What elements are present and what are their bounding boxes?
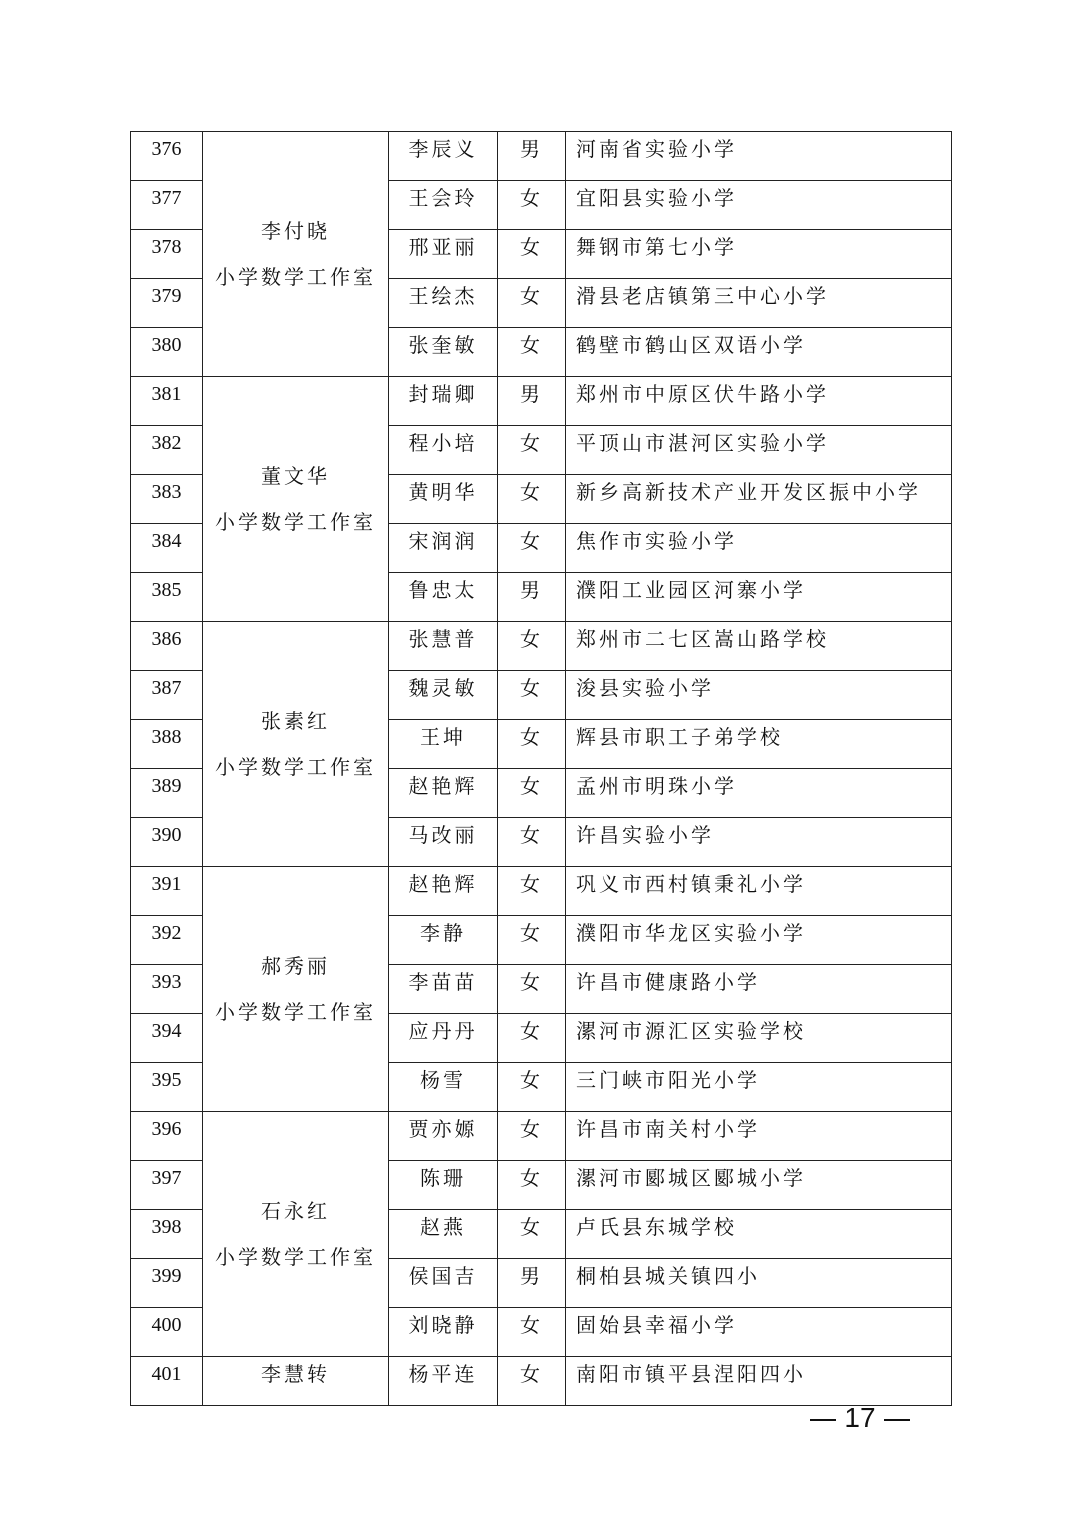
row-number-cell: 400 [131, 1308, 203, 1357]
studio-leader-name: 董文华 [261, 464, 330, 488]
school-cell: 三门峡市阳光小学 [566, 1063, 952, 1112]
school-cell: 焦作市实验小学 [566, 524, 952, 573]
row-number-cell: 391 [131, 867, 203, 916]
studio-cell [203, 1357, 389, 1406]
school-cell: 平顶山市湛河区实验小学 [566, 426, 952, 475]
studio-cell [203, 1112, 389, 1357]
member-name-cell: 马改丽 [389, 818, 498, 867]
row-number-cell: 378 [131, 230, 203, 279]
gender-cell: 女 [498, 769, 566, 818]
member-name-cell: 邢亚丽 [389, 230, 498, 279]
school-cell: 新乡高新技术产业开发区振中小学 [566, 475, 952, 524]
member-name-cell: 王坤 [389, 720, 498, 769]
gender-cell: 女 [498, 181, 566, 230]
gender-cell: 女 [498, 328, 566, 377]
school-cell: 郑州市二七区嵩山路学校 [566, 622, 952, 671]
gender-cell: 女 [498, 1357, 566, 1406]
school-cell: 郑州市中原区伏牛路小学 [566, 377, 952, 426]
studio-title: 小学数学工作室 [215, 1000, 376, 1024]
school-cell: 宜阳县实验小学 [566, 181, 952, 230]
gender-cell: 女 [498, 916, 566, 965]
row-number-cell: 379 [131, 279, 203, 328]
school-cell: 许昌市健康路小学 [566, 965, 952, 1014]
studio-cell [203, 622, 389, 867]
studio-title: 小学数学工作室 [215, 755, 376, 779]
gender-cell: 女 [498, 818, 566, 867]
member-name-cell: 宋润润 [389, 524, 498, 573]
school-cell: 辉县市职工子弟学校 [566, 720, 952, 769]
gender-cell: 男 [498, 1259, 566, 1308]
member-name-cell: 封瑞卿 [389, 377, 498, 426]
gender-cell: 男 [498, 377, 566, 426]
table-row [131, 1357, 952, 1406]
row-number-cell: 393 [131, 965, 203, 1014]
table-row [131, 132, 952, 181]
gender-cell: 女 [498, 230, 566, 279]
studio-cell [203, 867, 389, 1112]
school-cell: 巩义市西村镇秉礼小学 [566, 867, 952, 916]
gender-cell: 女 [498, 1112, 566, 1161]
row-number-cell: 383 [131, 475, 203, 524]
row-number-cell: 377 [131, 181, 203, 230]
member-name-cell: 侯国吉 [389, 1259, 498, 1308]
gender-cell: 女 [498, 279, 566, 328]
member-name-cell: 鲁忠太 [389, 573, 498, 622]
studio-leader-name: 张素红 [261, 709, 330, 733]
gender-cell: 女 [498, 1014, 566, 1063]
studio-leader-name: 李付晓 [261, 219, 330, 243]
row-number-cell: 397 [131, 1161, 203, 1210]
studio-title: 小学数学工作室 [215, 510, 376, 534]
school-cell: 河南省实验小学 [566, 132, 952, 181]
row-number-cell: 396 [131, 1112, 203, 1161]
member-name-cell: 赵燕 [389, 1210, 498, 1259]
studio-cell [203, 377, 389, 622]
member-name-cell: 杨平连 [389, 1357, 498, 1406]
member-name-cell: 李静 [389, 916, 498, 965]
member-name-cell: 赵艳辉 [389, 867, 498, 916]
row-number-cell: 384 [131, 524, 203, 573]
gender-cell: 女 [498, 1308, 566, 1357]
school-cell: 濮阳市华龙区实验小学 [566, 916, 952, 965]
member-name-cell: 杨雪 [389, 1063, 498, 1112]
school-cell: 漯河市源汇区实验学校 [566, 1014, 952, 1063]
row-number-cell: 399 [131, 1259, 203, 1308]
school-cell: 舞钢市第七小学 [566, 230, 952, 279]
page-number-right-dash [884, 1419, 910, 1421]
table-row [131, 867, 952, 916]
member-name-cell: 张慧普 [389, 622, 498, 671]
member-name-cell: 魏灵敏 [389, 671, 498, 720]
table-row [131, 377, 952, 426]
row-number-cell: 390 [131, 818, 203, 867]
roster-table-body [131, 132, 952, 1406]
school-cell: 孟州市明珠小学 [566, 769, 952, 818]
gender-cell: 女 [498, 965, 566, 1014]
gender-cell: 女 [498, 867, 566, 916]
row-number-cell: 388 [131, 720, 203, 769]
page-number-left-dash [810, 1419, 836, 1421]
school-cell: 濮阳工业园区河寨小学 [566, 573, 952, 622]
school-cell: 固始县幸福小学 [566, 1308, 952, 1357]
row-number-cell: 380 [131, 328, 203, 377]
gender-cell: 女 [498, 426, 566, 475]
member-name-cell: 赵艳辉 [389, 769, 498, 818]
member-name-cell: 张奎敏 [389, 328, 498, 377]
studio-leader-name: 郝秀丽 [261, 954, 330, 978]
studio-leader-name: 李慧转 [261, 1362, 330, 1386]
gender-cell: 女 [498, 622, 566, 671]
gender-cell: 男 [498, 573, 566, 622]
member-name-cell: 贾亦嫄 [389, 1112, 498, 1161]
school-cell: 许昌实验小学 [566, 818, 952, 867]
studio-cell [203, 132, 389, 377]
table-row [131, 622, 952, 671]
row-number-cell: 394 [131, 1014, 203, 1063]
school-cell: 南阳市镇平县涅阳四小 [566, 1357, 952, 1406]
gender-cell: 女 [498, 720, 566, 769]
gender-cell: 男 [498, 132, 566, 181]
roster-table [130, 131, 952, 1406]
member-name-cell: 应丹丹 [389, 1014, 498, 1063]
member-name-cell: 陈珊 [389, 1161, 498, 1210]
studio-title: 小学数学工作室 [215, 1245, 376, 1269]
school-cell: 滑县老店镇第三中心小学 [566, 279, 952, 328]
row-number-cell: 381 [131, 377, 203, 426]
table-row [131, 1112, 952, 1161]
member-name-cell: 黄明华 [389, 475, 498, 524]
gender-cell: 女 [498, 1210, 566, 1259]
school-cell: 漯河市郾城区郾城小学 [566, 1161, 952, 1210]
studio-title: 小学数学工作室 [215, 265, 376, 289]
member-name-cell: 程小培 [389, 426, 498, 475]
school-cell: 许昌市南关村小学 [566, 1112, 952, 1161]
member-name-cell: 李辰义 [389, 132, 498, 181]
gender-cell: 女 [498, 1063, 566, 1112]
school-cell: 鹤壁市鹤山区双语小学 [566, 328, 952, 377]
row-number-cell: 392 [131, 916, 203, 965]
school-cell: 浚县实验小学 [566, 671, 952, 720]
member-name-cell: 刘晓静 [389, 1308, 498, 1357]
page-number-value: 17 [844, 1402, 876, 1433]
row-number-cell: 376 [131, 132, 203, 181]
page-number [800, 1400, 920, 1436]
studio-leader-name: 石永红 [261, 1199, 330, 1223]
member-name-cell: 李苗苗 [389, 965, 498, 1014]
member-name-cell: 王绘杰 [389, 279, 498, 328]
school-cell: 桐柏县城关镇四小 [566, 1259, 952, 1308]
row-number-cell: 401 [131, 1357, 203, 1406]
row-number-cell: 395 [131, 1063, 203, 1112]
row-number-cell: 386 [131, 622, 203, 671]
member-name-cell: 王会玲 [389, 181, 498, 230]
gender-cell: 女 [498, 671, 566, 720]
row-number-cell: 389 [131, 769, 203, 818]
school-cell: 卢氏县东城学校 [566, 1210, 952, 1259]
gender-cell: 女 [498, 475, 566, 524]
row-number-cell: 382 [131, 426, 203, 475]
row-number-cell: 385 [131, 573, 203, 622]
gender-cell: 女 [498, 1161, 566, 1210]
row-number-cell: 387 [131, 671, 203, 720]
gender-cell: 女 [498, 524, 566, 573]
row-number-cell: 398 [131, 1210, 203, 1259]
